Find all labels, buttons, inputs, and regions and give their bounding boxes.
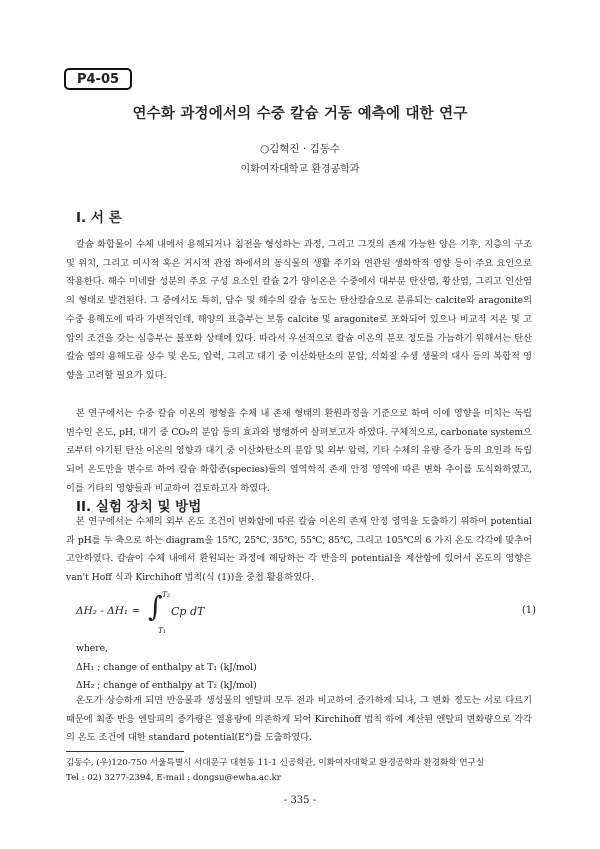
integral-sign: ∫ xyxy=(148,590,163,623)
footnote-contact: Tel : 02) 3277-2394, E-mail : dongsu@ewha.ac.kr xyxy=(66,773,281,783)
methods-paragraph-1: 본 연구에서는 수체의 외부 온도 조건이 변화함에 따른 칼슘 이온의 존재 안정 영역을 도출하기 위하여 potential과 pH를 두 축으로 하는 diagram을 15℃, 25℃, 35℃, 55℃, 85℃, 그리고 105℃의 6 가지 온도 각각에 맞추어 고안하였다. 칼슘이 수체 내에서 환원되는 과정에 해당하는 각 반응의 potential을 계산함에 있어서 온도의 영향은 van't Hoff 식과 Kirchihoff 법칙(식 (1))을 중첩 활용하였다. xyxy=(66,516,532,584)
authors: ○김혁진 · 김동수 xyxy=(259,143,341,155)
equation-1 xyxy=(76,590,536,636)
where-label: where, xyxy=(76,643,108,654)
integral-upper-limit: T₂ xyxy=(162,590,171,599)
where-item-1: ΔH₁ ; change of enthalpy at T₁ (kJ/mol) xyxy=(76,661,257,673)
where-block xyxy=(76,640,257,696)
paper-title: 연수화 과정에서의 수중 칼슘 거동 예측에 대한 연구 xyxy=(132,106,468,122)
methods-paragraph-2: 온도가 상승하게 되면 반응물과 생성물의 엔탈피 모두 전과 비교하여 증가하게 되나, 그 변화 정도는 서로 다르기 때문에 최종 반응 엔탈피의 증가량은 열용량에 의존하게 되어 Kirchihoff 법칙 하에 계산된 엔탈피 변화량으로 각각의 온도 조건에 대한 standard potential(E°)를 도출하였다. xyxy=(66,695,532,744)
integral-lower-limit: T₁ xyxy=(158,626,167,635)
session-tag: P4-05 xyxy=(64,68,132,90)
section-heading-introduction: I. 서 론 xyxy=(76,210,122,226)
integrand: Cp dT xyxy=(171,605,205,618)
page-number: - 335 - xyxy=(283,795,317,806)
equation-number: (1) xyxy=(521,605,536,616)
equation-lhs: ΔH₂ - ΔH₁ = xyxy=(76,605,141,617)
section-heading-methods: II. 실험 장치 및 방법 xyxy=(76,499,202,515)
footnote-rule xyxy=(66,751,184,752)
footnote-address: 김동수, (우)120-750 서울특별시 서대문구 대현동 11-1 신공학관, 이화여자대학교 환경공학과 환경화학 연구실 xyxy=(66,758,485,768)
where-item-2: ΔH₂ ; change of enthalpy at T₂ (kJ/mol) xyxy=(76,680,257,691)
affiliation: 이화여자대학교 환경공학과 xyxy=(240,164,360,175)
intro-paragraph-1: 칼슘 화합물이 수체 내에서 용해되거나 침전을 형성하는 과정, 그리고 그것의 존재 가능한 양은 기후, 지층의 구조 및 위치, 그리고 미시적 혹은 거시적 관점 하에서의 동식물의 생활 주기와 연관된 생화학적 영향 등이 주요 요인으로 작용한다. 해수 미네랄 성분의 주요 구성 요소인 칼슘 2가 양이온은 수중에서 대부분 탄산염, 황산염, 그리고 인산염의 형태로 발견된다. 그 중에서도 특히, 담수 및 해수의 칼슘 농도는 탄산칼슘으로 분류되는 calcite와 aragonite의 수중 용해도에 따라 가변적인데, 해양의 표층부는 보통 calcite 및 aragonite로 포화되어 있으나 비교적 저온 및 고압의 조건을 갖는 심층부는 불포화 상태에 있다. 따라서 우선적으로 칼슘 이온의 분포 정도를 가늠하기 위해서는 탄산칼슘 염의 용해도곱 상수 및 온도, 압력, 그리고 대기 중 이산화탄소의 분압, 석회질 수생 생물의 대사 등의 복합적 영향을 고려할 필요가 있다. xyxy=(66,239,532,381)
intro-paragraph-2: 본 연구에서는 수중 칼슘 이온의 평형을 수체 내 존재 형태의 환원과정을 기준으로 하여 이에 영향을 미치는 독립 변수인 온도, pH, 대기 중 CO₂의 분압 등의 효과와 병행하여 살펴보고자 하였다. 구체적으로, carbonate system으로부터 야기된 탄산 이온의 영향과 대기 중 이산화탄소의 분압 및 외부 압력, 기타 수체의 유량 증가 등의 요인과 독립되어 온도만을 변수로 하여 칼슘 화합종(species)들의 열역학적 존재 안정 영역에 따른 변화 추이를 도식화하였고, 이를 기타의 영향들과 비교하여 검토하고자 하였다. xyxy=(66,408,532,494)
